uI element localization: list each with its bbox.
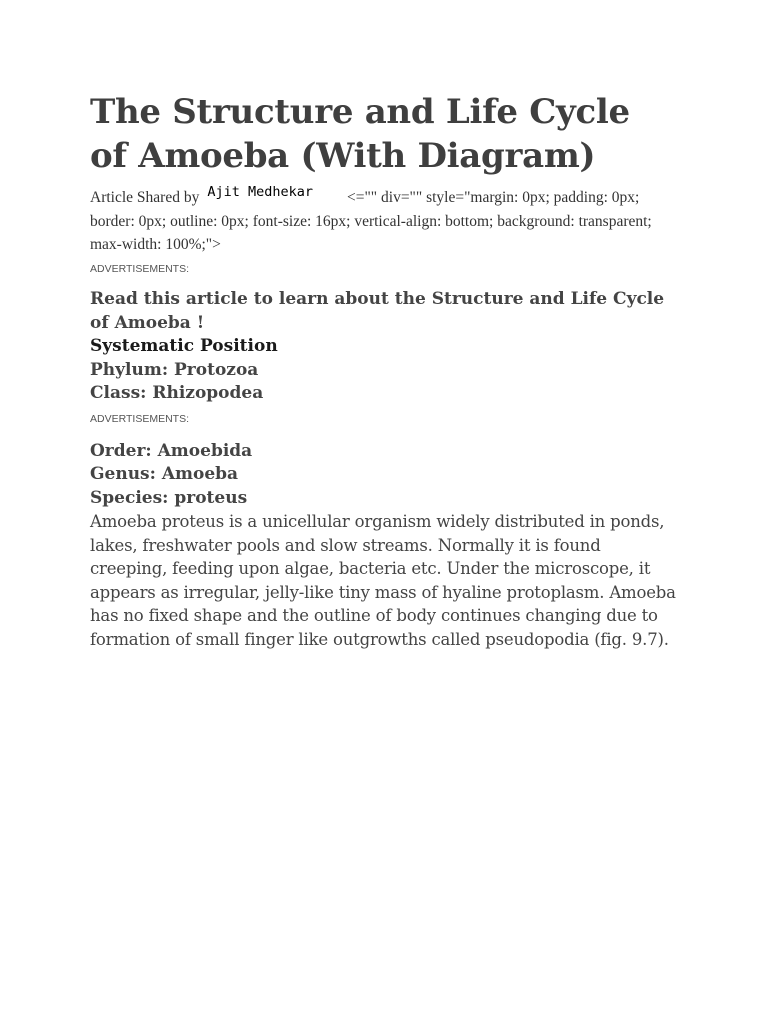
intro-text: Read this article to learn about the Structure and Life Cycle of Amoeba ! <box>90 289 665 333</box>
byline <box>90 186 678 256</box>
advertisement-label: ADVERTISEMENTS: <box>90 263 189 275</box>
byline-code-text: <="" div="" style="margin: 0px; padding: 0px; border: 0px; outline: 0px; font-size: 16px; vertical-align: bottom; background: transparent; max-width: 100%;"> <box>90 189 652 253</box>
systematic-position-heading: Systematic Position <box>90 336 278 356</box>
genus-line: Genus: Amoeba <box>90 464 239 484</box>
species-line: Species: proteus <box>90 487 248 508</box>
author-name[interactable]: Ajit Medhekar <box>207 184 313 200</box>
class-line: Class: Rhizopodea <box>90 383 264 403</box>
article-title: The Structure and Life Cycle of Amoeba (With Diagram) <box>90 92 630 176</box>
phylum-line: Phylum: Protozoa <box>90 359 259 380</box>
description-paragraph: Amoeba proteus is a unicellular organism widely distributed in ponds, lakes, freshwater pools and slow streams. Normally it is found creeping, feeding upon algae, bacteria etc. Under the microscope, it appears as irregular, jelly-like tiny mass of hyaline protoplasm. Amoeba has no fixed shape and the outline of body continues changing due to formation of small finger like outgrowths called pseudopodia (fig. 9.7). <box>90 512 676 649</box>
order-line: Order: Amoebida <box>90 440 253 461</box>
byline-prefix: Article Shared by <box>90 189 200 206</box>
advertisement-label: ADVERTISEMENTS: <box>90 412 189 425</box>
